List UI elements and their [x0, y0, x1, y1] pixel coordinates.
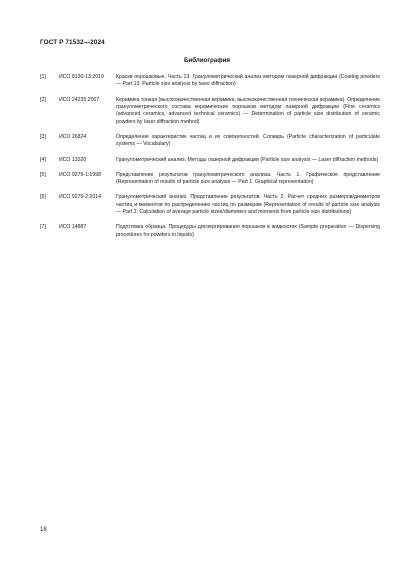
section-title: Библиография — [183, 57, 231, 64]
reference-standard-code: ИСО 26824 — [59, 134, 87, 141]
reference-standard-code: ИСО 8130-13:2019 — [59, 74, 104, 80]
reference-title: Определение характеристик частиц и их совокупностей. Словарь (Particle characterization of particulate systems — Vocabulary) — [116, 134, 380, 148]
reference-standard-code: ИСО 14887 — [59, 224, 87, 231]
reference-standard-code: ИСО 13320 — [59, 156, 87, 163]
reference-standard-code: ИСО 9276-2:2014 — [59, 194, 101, 201]
reference-item — [40, 74, 380, 89]
reference-standard-code: ИСО 24235:2007 — [59, 96, 100, 103]
document-header: ГОСТ Р 71532—2024 — [40, 39, 105, 46]
reference-item — [40, 157, 380, 164]
reference-item — [40, 97, 380, 127]
reference-number: [7] — [40, 224, 46, 231]
reference-standard-code: ИСО 9276-1:1998 — [59, 171, 101, 178]
reference-item — [40, 194, 380, 216]
reference-title: Подготовка образца. Процедуры диспергирования порошков в жидкостях (Sample preparation — Dispersing procedures for powders in liquids) — [116, 224, 380, 238]
reference-title: Представление результатов гранулометрического анализа. Часть 1. Графическое представление (Representation of results of particle size analysis — Part 1: Graphical representation) — [116, 171, 380, 186]
reference-title: Керамика тонкая (высококачественная керамика, высококачественная техническая керамика). Определение гранулометрического состава керамических порошков методом лазерной дифракции (Fine ceramics (advanced ceramics, advanced technical ceramics) — Determination of particle size distribution of ceramic powders by laser diffraction method) — [116, 96, 380, 125]
reference-item — [40, 172, 380, 187]
reference-number: [4] — [40, 156, 46, 163]
reference-item — [40, 224, 380, 239]
reference-title: Гранулометрический анализ. Представление результатов. Часть 2. Расчет средних размеров/диаметров частиц и моментов по распределению частиц по размерам (Representation of results of particle size analysis — Part 2: Calculation of average particle sizes/diameters and moments from particle size distributions) — [116, 194, 380, 216]
page-number: 18 — [40, 527, 47, 533]
reference-number: [5] — [40, 171, 46, 178]
reference-title: Краски порошковые. Часть 13. Гранулометрический анализ методом лазерной дифракции (Coating powders — Part 13. Particle size analysis by laser diffraction) — [116, 74, 380, 88]
reference-number: [6] — [40, 194, 46, 201]
bibliography-list — [40, 74, 380, 247]
reference-item — [40, 134, 380, 149]
reference-number: [3] — [40, 134, 46, 141]
reference-title: Гранулометрический анализ. Методы лазерной дифракции (Particle size analysis — Laser diffraction methods) — [116, 156, 379, 163]
reference-number: [2] — [40, 96, 46, 103]
reference-number: [1] — [40, 74, 46, 80]
